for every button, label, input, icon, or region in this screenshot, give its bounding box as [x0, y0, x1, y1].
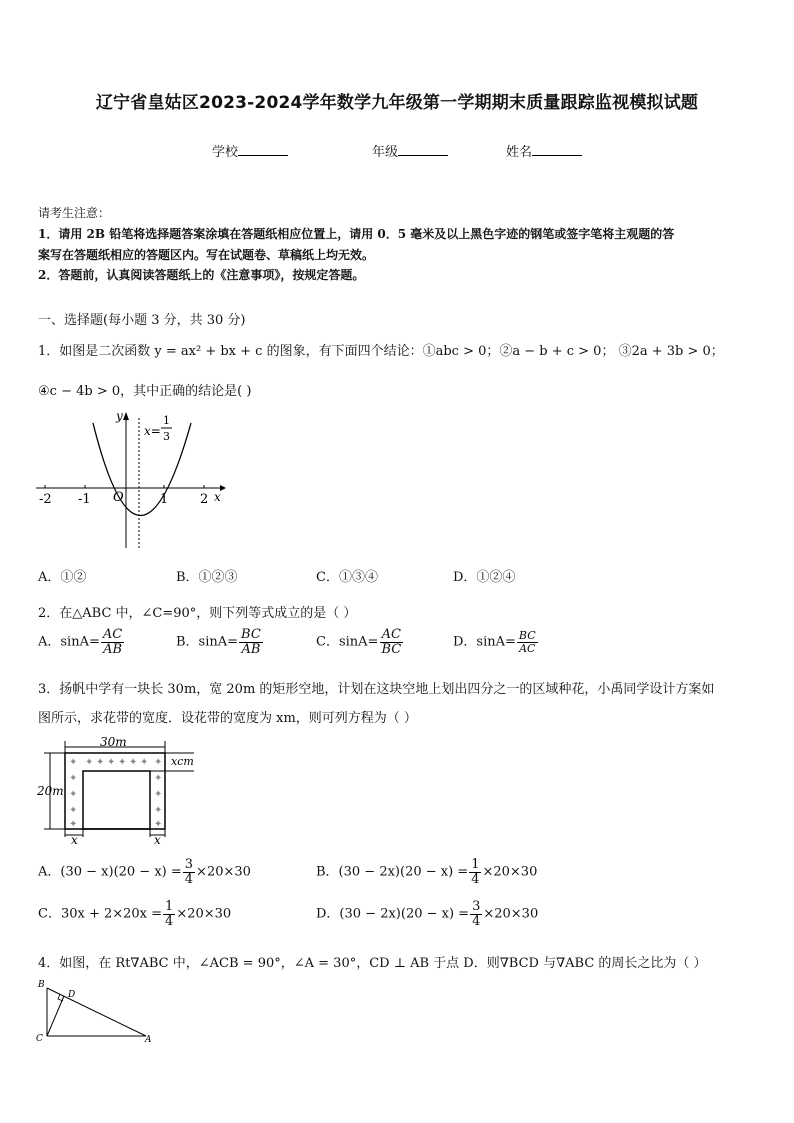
top-dimension-label: 30m — [100, 736, 127, 749]
q2-option-c-den: BC — [381, 641, 402, 657]
svg-text:✦: ✦ — [154, 789, 163, 800]
q2-option-b-label: B．sinA= — [176, 634, 239, 650]
grade-field — [372, 141, 448, 160]
q2-option-b-den: AB — [241, 641, 261, 657]
svg-text:✦: ✦ — [69, 789, 78, 800]
q2-stem: 2．在△ABC 中，∠C=90°，则下列等式成立的是（ ） — [38, 606, 357, 621]
parabola-curve — [93, 423, 191, 516]
q1-option-b[interactable]: B．①②③ — [176, 570, 238, 585]
q3-stem-line1: 3．扬帆中学有一块长 30m，宽 20m 的矩形空地，计划在这块空地上划出四分之一的区域种花，小禹同学设计方案如 — [38, 682, 715, 697]
svg-text:✦: ✦ — [129, 757, 138, 768]
point-d-label: D — [68, 990, 76, 1000]
name-field — [506, 141, 582, 160]
q4-triangle-figure — [34, 978, 156, 1046]
svg-text:✦: ✦ — [107, 757, 116, 768]
q1-parabola-graph — [36, 408, 226, 554]
q2-option-a-den: AB — [103, 641, 123, 657]
vertex-b-label: B — [38, 980, 45, 990]
q3-option-d-pre: D．(30 − 2x)(20 − x) = — [316, 906, 470, 922]
vertex-c-label: C — [36, 1034, 43, 1044]
svg-text:✦: ✦ — [69, 805, 78, 816]
q1-stem-line1: 1．如图是二次函数 y = ax² + bx + c 的图象，有下面四个结论：①abc > 0；②a − b + c > 0； ③2a + 3b > 0； — [38, 344, 724, 359]
school-blank — [238, 143, 288, 156]
q3-stem-line2: 图所示，求花带的宽度．设花带的宽度为 xm，则可列方程为（ ） — [38, 711, 417, 726]
origin-label: O — [113, 490, 124, 505]
svg-text:✦: ✦ — [154, 805, 163, 816]
svg-text:✦: ✦ — [96, 757, 105, 768]
q3-option-b[interactable] — [316, 858, 537, 886]
q2-option-d-den: AC — [519, 641, 536, 655]
symmetry-axis-frac-den: 3 — [163, 430, 170, 443]
q3-option-a-den: 4 — [184, 871, 194, 887]
svg-text:✦: ✦ — [154, 773, 163, 784]
school-field — [212, 141, 288, 160]
y-axis-arrow — [123, 412, 129, 420]
q4-stem: 4．如图，在 Rt∇ABC 中，∠ACB = 90°，∠A = 30°，CD ⊥ AB 于点 D．则∇BCD 与∇ABC 的周长之比为（ ） — [38, 956, 707, 971]
q3-option-a-pre: A．(30 − x)(20 − x) = — [38, 864, 182, 880]
svg-text:✦: ✦ — [69, 757, 78, 768]
q3-option-a-post: ×20×30 — [196, 864, 251, 880]
q3-option-b-den: 4 — [471, 871, 480, 887]
q3-option-b-pre: B．(30 − 2x)(20 − x) = — [316, 864, 469, 880]
q1-option-c[interactable]: C．①③④ — [316, 570, 378, 585]
q1-stem-line2: ④c − 4b > 0，其中正确的结论是( ) — [38, 384, 252, 399]
tick-label-neg1: -1 — [78, 492, 91, 507]
svg-text:✦: ✦ — [154, 757, 163, 768]
tick-label-2: 2 — [200, 492, 209, 507]
q3-option-b-num: 1 — [471, 857, 480, 872]
q3-option-c-pre: C．30x + 2×20x = — [38, 906, 163, 922]
notice-item1-line1: 1．请用 2B 铅笔将选择题答案涂填在答题纸相应位置上，请用 0．5 毫米及以上黑色字迹的钢笔或签字笔将主观题的答 — [38, 227, 675, 241]
school-label: 学校 — [212, 145, 239, 160]
tick-label-neg2: -2 — [39, 492, 52, 507]
q3-option-b-post: ×20×30 — [482, 864, 538, 880]
side-ab — [47, 988, 146, 1036]
name-blank — [532, 143, 582, 156]
left-dimension-label: 20m — [37, 784, 64, 798]
page-title: 辽宁省皇姑区2023-2024学年数学九年级第一学期期末质量跟踪监视模拟试题 — [95, 93, 699, 113]
x-axis-label: x — [214, 490, 221, 504]
q1-option-a[interactable]: A．①② — [38, 570, 87, 585]
bottom-right-label: x — [154, 833, 161, 847]
q2-option-d[interactable] — [453, 630, 539, 654]
q3-option-c[interactable] — [38, 900, 231, 928]
q2-option-d-label: D．sinA= — [453, 634, 516, 650]
name-label: 姓名 — [506, 145, 533, 160]
q2-option-b[interactable] — [176, 628, 264, 656]
q3-option-d[interactable] — [316, 900, 538, 928]
symmetry-axis-frac-num: 1 — [163, 414, 170, 427]
notice-heading: 请考生注意： — [38, 206, 111, 220]
q3-option-c-num: 1 — [165, 899, 174, 914]
inner-rectangle — [83, 771, 150, 829]
q1-option-d[interactable]: D．①②④ — [453, 570, 516, 585]
grade-label: 年级 — [372, 145, 399, 160]
svg-text:✦: ✦ — [69, 819, 78, 830]
q3-garden-figure — [36, 736, 196, 848]
section-heading: 一、选择题(每小题 3 分，共 30 分) — [38, 313, 246, 328]
svg-text:✦: ✦ — [85, 757, 94, 768]
notice-item2: 2．答题前，认真阅读答题纸上的《注意事项》，按规定答题。 — [38, 268, 365, 282]
vertex-a-label: A — [145, 1035, 152, 1045]
q2-option-a-num: AC — [102, 627, 123, 642]
q3-option-d-post: ×20×30 — [483, 906, 539, 922]
svg-text:✦: ✦ — [140, 757, 149, 768]
q2-option-c-num: AC — [381, 627, 401, 642]
q2-option-d-num: BC — [518, 629, 536, 642]
q2-option-c-label: C．sinA= — [316, 634, 379, 650]
q2-option-b-num: BC — [241, 627, 261, 642]
x-axis-arrow — [220, 485, 226, 491]
y-axis-label: y — [116, 409, 123, 423]
symmetry-axis-label: x= — [144, 424, 161, 438]
notice-item1-line2: 案写在答题纸相应的答题区内。写在试题卷、草稿纸上均无效。 — [38, 248, 375, 262]
svg-text:✦: ✦ — [69, 773, 78, 784]
q3-option-a-num: 3 — [184, 857, 194, 872]
q2-option-a-label: A．sinA= — [38, 634, 100, 650]
tick-label-1: 1 — [160, 492, 169, 507]
q3-option-d-den: 4 — [472, 913, 481, 929]
q3-option-c-den: 4 — [165, 913, 174, 929]
right-dimension-label: xcm — [171, 755, 194, 768]
svg-text:✦: ✦ — [154, 819, 163, 830]
q3-option-c-post: ×20×30 — [176, 906, 232, 922]
grade-blank — [398, 143, 448, 156]
q2-option-a[interactable] — [38, 628, 125, 656]
q3-option-a[interactable] — [38, 858, 251, 886]
bottom-left-label: x — [71, 833, 78, 847]
q3-option-d-num: 3 — [472, 899, 481, 914]
altitude-cd — [47, 996, 64, 1036]
svg-text:✦: ✦ — [118, 757, 127, 768]
q2-option-c[interactable] — [316, 628, 404, 656]
